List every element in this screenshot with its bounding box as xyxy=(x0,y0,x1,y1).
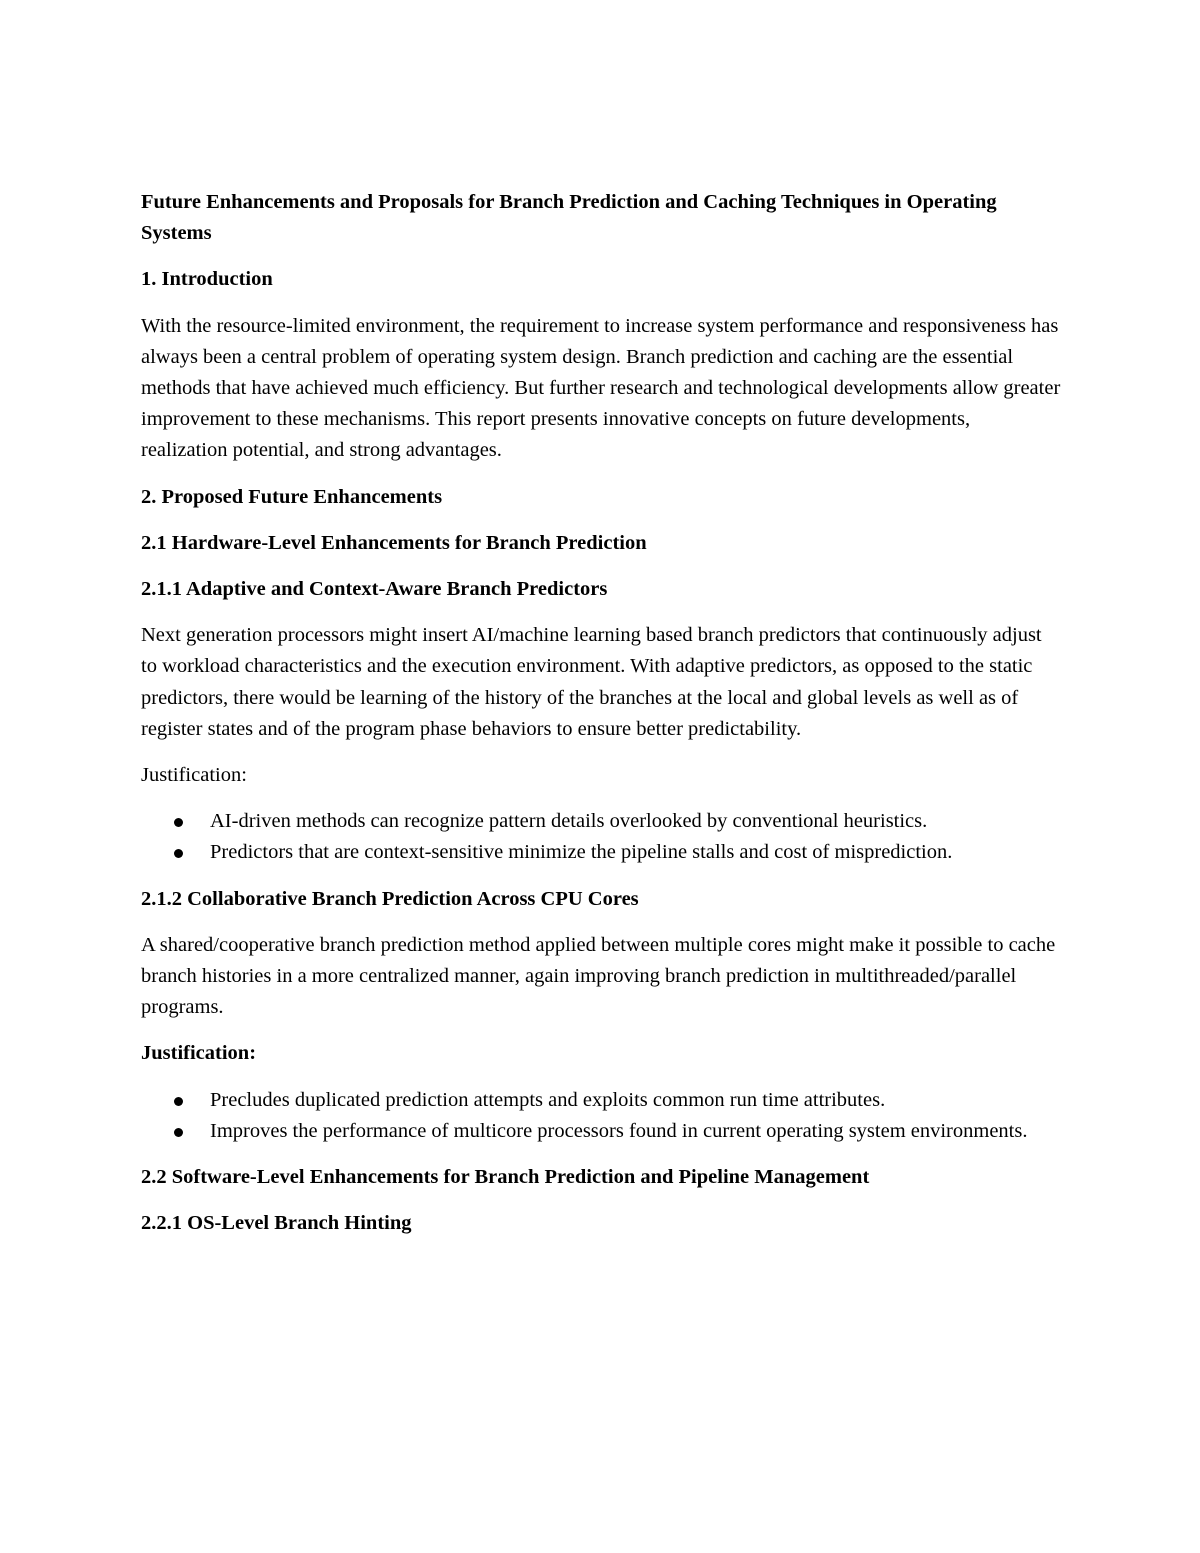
list-item-text: Improves the performance of multicore processors found in current operating system environments. xyxy=(210,1119,1028,1142)
bullet-icon xyxy=(174,849,183,858)
subsection-heading-hardware-level: 2.1 Hardware-Level Enhancements for Branch Prediction xyxy=(141,531,647,554)
list-item xyxy=(141,837,1061,868)
subsection-heading-os-branch-hinting: 2.2.1 OS-Level Branch Hinting xyxy=(141,1212,412,1235)
list-item xyxy=(141,1085,1061,1116)
document-title: Future Enhancements and Proposals for Branch Prediction and Caching Techniques in Operating Systems xyxy=(141,191,997,245)
subsection-heading-software-level: 2.2 Software-Level Enhancements for Branch Prediction and Pipeline Management xyxy=(141,1166,870,1189)
bullet-list-adaptive xyxy=(141,806,1061,868)
bullet-list-collaborative xyxy=(141,1085,1061,1147)
subsection-heading-collaborative-prediction: 2.1.2 Collaborative Branch Prediction Across CPU Cores xyxy=(141,887,639,910)
section-heading-introduction: 1. Introduction xyxy=(141,268,273,291)
justification-label-collaborative: Justification: xyxy=(141,1042,257,1065)
collaborative-prediction-paragraph: A shared/cooperative branch prediction method applied between multiple cores might make it possible to cache branch histories in a more centralized manner, again improving branch prediction in multithreaded/parallel programs. xyxy=(141,933,1056,1019)
list-item-text: Predictors that are context-sensitive minimize the pipeline stalls and cost of misprediction. xyxy=(210,841,953,864)
document-page xyxy=(141,187,1061,1254)
introduction-paragraph: With the resource-limited environment, the requirement to increase system performance and responsiveness has always been a central problem of operating system design. Branch prediction and caching are the essential methods that have achieved much efficiency. But further research and technological developments allow greater improvement to these mechanisms. This report presents innovative concepts on future developments, realization potential, and strong advantages. xyxy=(141,314,1061,462)
bullet-icon xyxy=(174,1128,183,1137)
list-item-text: AI-driven methods can recognize pattern details overlooked by conventional heuristics. xyxy=(210,810,928,833)
list-item xyxy=(141,806,1061,837)
justification-label-adaptive: Justification: xyxy=(141,764,247,787)
subsection-heading-adaptive-predictors: 2.1.1 Adaptive and Context-Aware Branch Predictors xyxy=(141,578,608,601)
section-heading-proposed-enhancements: 2. Proposed Future Enhancements xyxy=(141,485,443,508)
list-item xyxy=(141,1116,1061,1147)
list-item-text: Precludes duplicated prediction attempts and exploits common run time attributes. xyxy=(210,1088,886,1111)
bullet-icon xyxy=(174,818,183,827)
adaptive-predictors-paragraph: Next generation processors might insert AI/machine learning based branch predictors that continuously adjust to workload characteristics and the execution environment. With adaptive predictors, as opposed to the static predictors, there would be learning of the history of the branches at the local and global levels as well as of register states and of the program phase behaviors to ensure better predictability. xyxy=(141,624,1042,740)
bullet-icon xyxy=(174,1097,183,1106)
